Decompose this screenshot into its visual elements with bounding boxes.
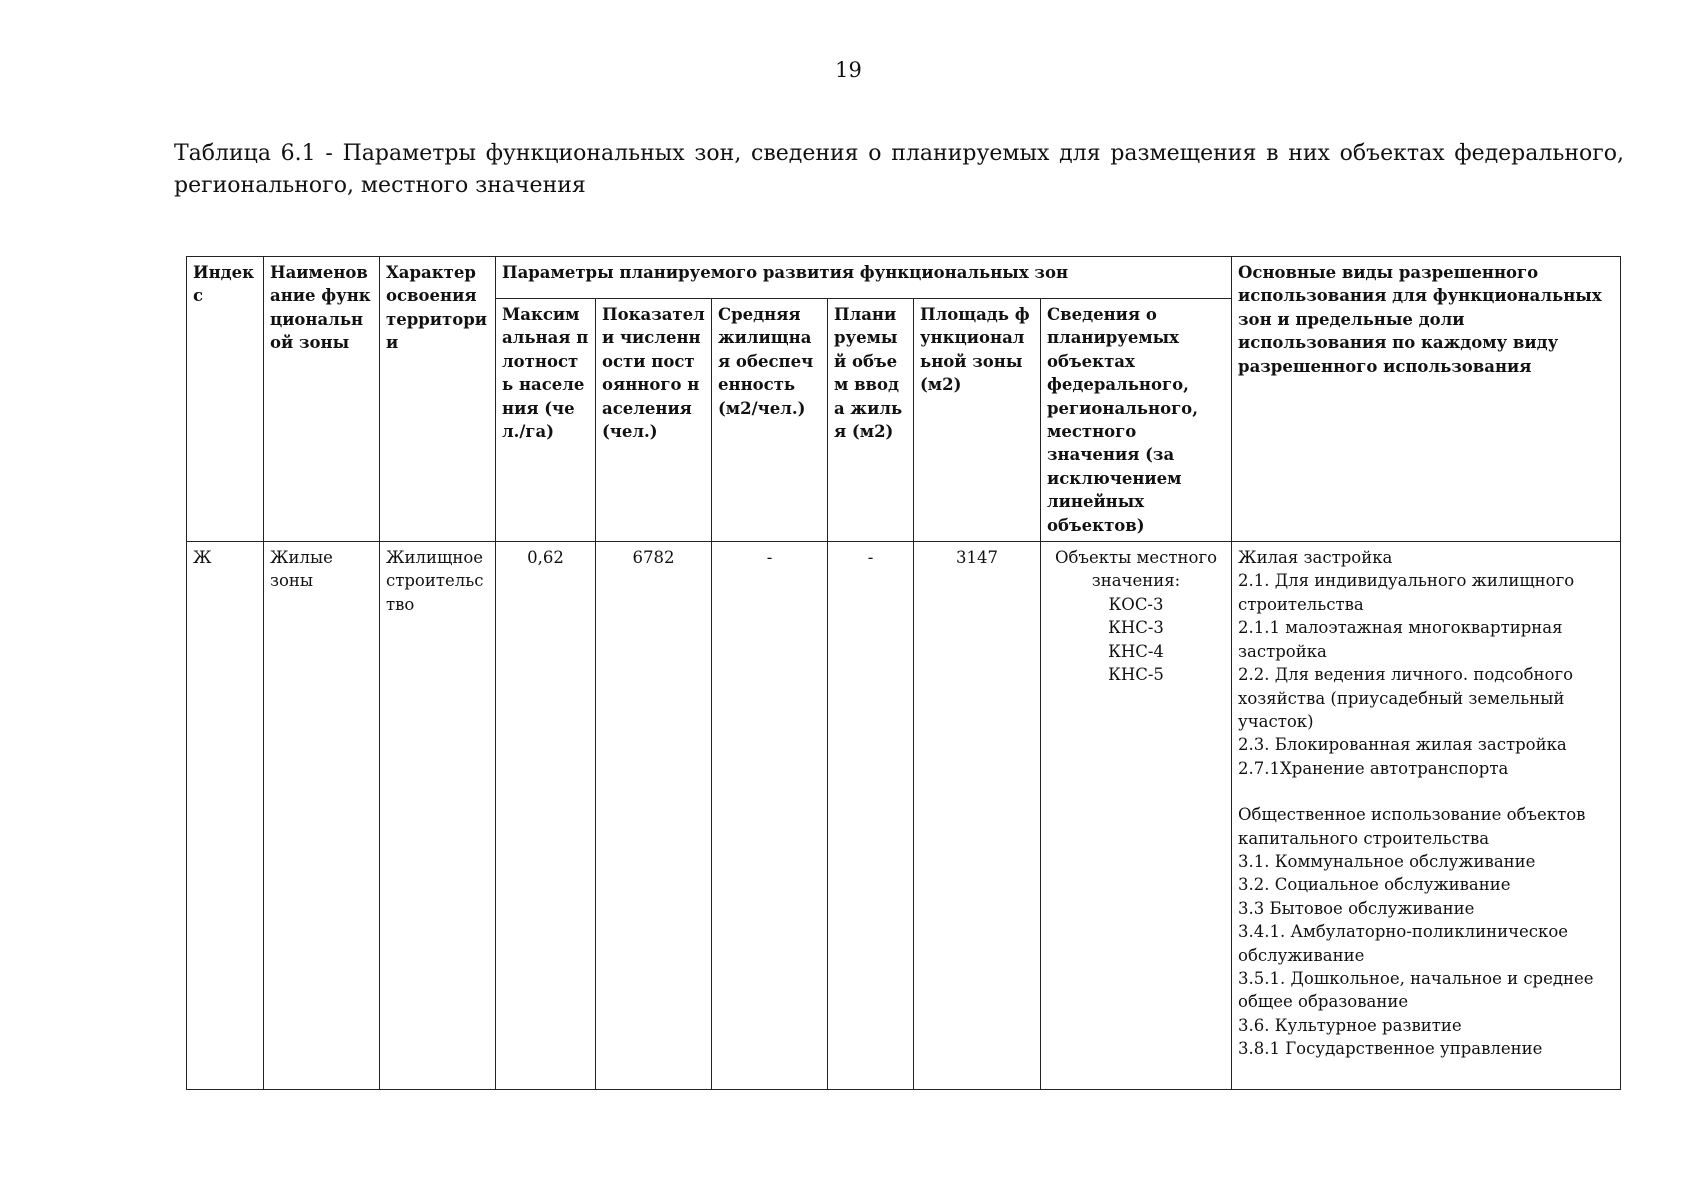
header-population: Показатели численности постоянного населения (чел.)	[596, 299, 712, 542]
parameters-table	[186, 256, 1621, 1090]
use-item: 2.7.1Хранение автотранспорта	[1238, 758, 1509, 778]
header-params-group: Параметры планируемого развития функциональных зон	[496, 257, 1232, 299]
use-item: 3.3 Бытовое обслуживание	[1238, 898, 1475, 918]
use-item: 2.1. Для индивидуального жилищного строительства	[1238, 571, 1575, 614]
cell-permitted-uses	[1232, 542, 1621, 1090]
header-planned-volume: Планируемый объем ввода жилья (м2)	[828, 299, 914, 542]
cell-objects	[1041, 542, 1232, 1090]
use-item: Жилая застройка	[1238, 548, 1393, 568]
use-item: Общественное использование объектов капитального строительства	[1238, 805, 1586, 848]
cell-index: Ж	[187, 542, 264, 1090]
use-item: 2.2. Для ведения личного. подсобного хозяйства (приусадебный земельный участок)	[1238, 665, 1574, 731]
header-permitted-uses: Основные виды разрешенного использования для функциональных зон и предельные доли использования по каждому виду разрешенного использования	[1232, 257, 1621, 542]
objects-title: Объекты местного значения:	[1055, 548, 1218, 591]
use-item: 3.6. Культурное развитие	[1238, 1015, 1462, 1035]
cell-area: 3147	[914, 542, 1041, 1090]
cell-zone-name: Жилые зоны	[264, 542, 380, 1090]
header-objects: Сведения о планируемых объектах федерального, регионального, местного значения (за исключением линейных объектов)	[1041, 299, 1232, 542]
page-number: 19	[835, 58, 862, 82]
cell-max-density: 0,62	[496, 542, 596, 1090]
cell-planned-volume: -	[828, 542, 914, 1090]
header-zone-name: Наименование функциональной зоны	[264, 257, 380, 542]
table-row	[187, 542, 1621, 1090]
table-caption: Таблица 6.1 - Параметры функциональных зон, сведения о планируемых для размещения в них объектах федерального, регионального, местного значения	[174, 141, 1624, 198]
header-area: Площадь функциональной зоны (м2)	[914, 299, 1041, 542]
object-item: КНС-3	[1108, 618, 1164, 638]
object-item: КОС-3	[1108, 594, 1164, 614]
header-index: Индекс	[187, 257, 264, 542]
use-item: 2.1.1 малоэтажная многоквартирная застройка	[1238, 618, 1563, 661]
use-item: 3.5.1. Дошкольное, начальное и среднее общее образование	[1238, 968, 1594, 1012]
cell-population: 6782	[596, 542, 712, 1090]
use-item: 3.8.1 Государственное управление	[1238, 1039, 1543, 1059]
object-item: КНС-4	[1108, 641, 1164, 661]
header-territory: Характер освоения территории	[380, 257, 496, 542]
use-item: 3.4.1. Амбулаторно-поликлиническое обслуживание	[1238, 922, 1569, 965]
object-item: КНС-5	[1108, 665, 1164, 685]
use-item: 2.3. Блокированная жилая застройка	[1238, 735, 1567, 755]
header-housing: Средняя жилищная обеспеченность (м2/чел.)	[712, 299, 828, 542]
cell-territory: Жилищное строительство	[380, 542, 496, 1090]
use-item: 3.1. Коммунальное обслуживание	[1238, 851, 1536, 871]
cell-housing: -	[712, 542, 828, 1090]
use-item: 3.2. Социальное обслуживание	[1238, 875, 1511, 895]
header-max-density: Максимальная плотность населения (чел./га)	[496, 299, 596, 542]
